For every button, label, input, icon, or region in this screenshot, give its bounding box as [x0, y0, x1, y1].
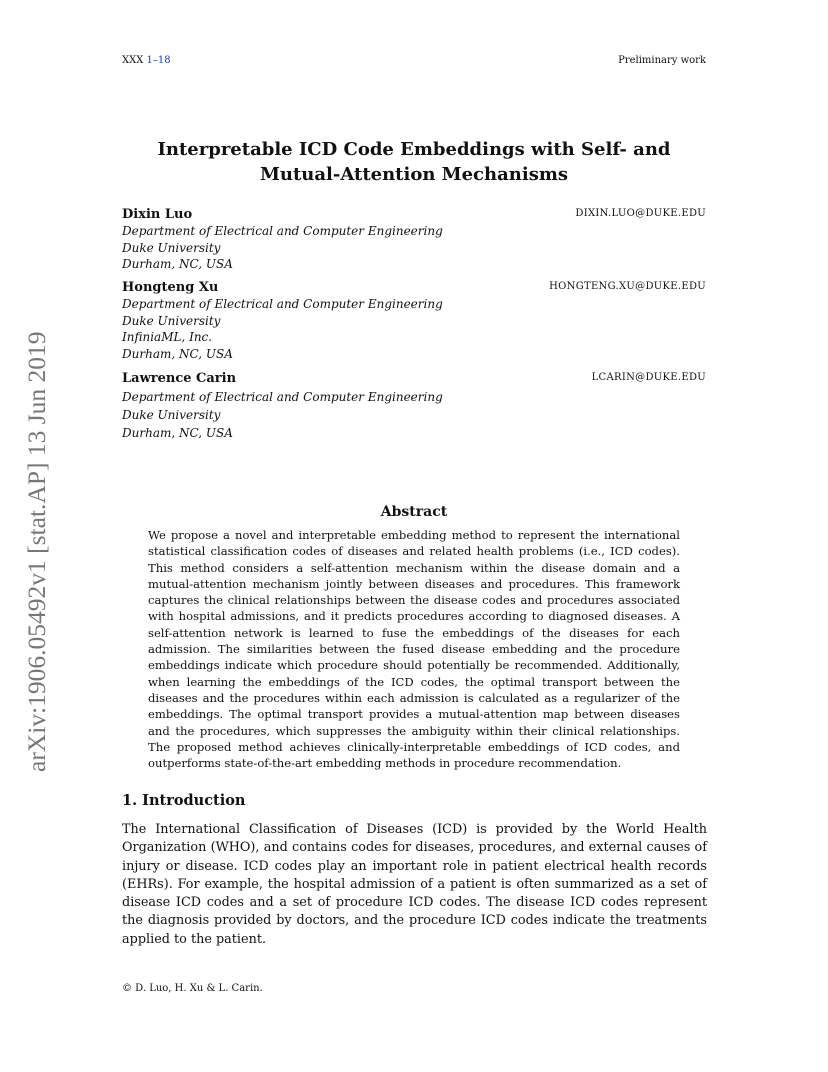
arxiv-stamp: arXiv:1906.05492v1 [stat.AP] 13 Jun 2019: [22, 331, 51, 772]
abstract-heading: Abstract: [380, 504, 448, 520]
running-header-left: [122, 55, 171, 66]
affiliation-line: Department of Electrical and Computer Engineering: [122, 297, 443, 311]
affiliation-line: Durham, NC, USA: [122, 257, 233, 271]
introduction-body: The International Classification of Diseases (ICD) is provided by the World Health Organization (WHO), and contains codes for diseases, procedures, and external causes of injury or disease. ICD codes play an important role in patient electrical health records (EHRs). For example, the hospital admission of a patient is often summarized as a set of disease ICD codes and a set of procedure ICD codes. The disease ICD codes represent the diagnosis provided by doctors, and the procedure ICD codes indicate the treatments applied to the patient.: [122, 822, 707, 947]
affiliation-line: Duke University: [122, 313, 221, 328]
author-name: Dixin Luo: [122, 207, 193, 222]
affiliation-line: Duke University: [122, 407, 221, 422]
page-range-link[interactable]: 1–18: [146, 55, 171, 66]
author-2: [122, 279, 706, 362]
affiliation-line: InfiniaML, Inc.: [122, 330, 213, 344]
abstract-body: We propose a novel and interpretable embedding method to represent the international statistical classification codes of diseases and related health problems (i.e., ICD codes). This method considers a self-attention mechanism within the disease domain and a mutual-attention mechanism jointly between diseases and procedures. This framework captures the clinical relationships between the disease codes and procedures associated with hospital admissions, and it predicts procedures according to diagnosed diseases. A self-attention network is learned to fuse the embeddings of the diseases for each admission. The similarities between the fused disease embedding and the procedure embeddings indicate which procedure should potentially be recommended. Additionally, when learning the embeddings of the ICD codes, the optimal transport between the diseases and the procedures within each admission is calculated as a regularizer of the embeddings. The optimal transport provides a mutual-attention map between diseases and the procedures, which suppresses the ambiguity within their clinical relationships. The proposed method achieves clinically-interpretable embeddings of ICD codes, and outperforms state-of-the-art embedding methods in procedure recommendation.: [148, 528, 680, 771]
section-heading: 1. Introduction: [122, 792, 246, 809]
title-line-2: Mutual-Attention Mechanisms: [259, 164, 569, 185]
running-header-right: Preliminary work: [618, 55, 706, 66]
title-line-1: Interpretable ICD Code Embeddings with Self- and: [157, 139, 671, 160]
paper-title: [0, 137, 828, 187]
affiliation-line: Durham, NC, USA: [122, 426, 233, 440]
affiliation-line: Durham, NC, USA: [122, 346, 233, 361]
copyright-footer: © D. Luo, H. Xu & L. Carin.: [122, 983, 263, 994]
author-name: Hongteng Xu: [122, 280, 219, 295]
author-email: LCARIN@DUKE.EDU: [591, 372, 706, 383]
author-name: Lawrence Carin: [122, 371, 237, 386]
affiliation-line: Department of Electrical and Computer Engineering: [122, 390, 443, 404]
affiliation-line: Duke University: [122, 240, 221, 255]
affiliation-line: Department of Electrical and Computer Engineering: [122, 224, 443, 238]
author-1: [122, 206, 706, 273]
journal-prefix: XXX: [122, 55, 147, 66]
author-email: DIXIN.LUO@DUKE.EDU: [575, 208, 706, 219]
author-email: HONGTENG.XU@DUKE.EDU: [549, 281, 706, 292]
author-3: [122, 370, 706, 442]
